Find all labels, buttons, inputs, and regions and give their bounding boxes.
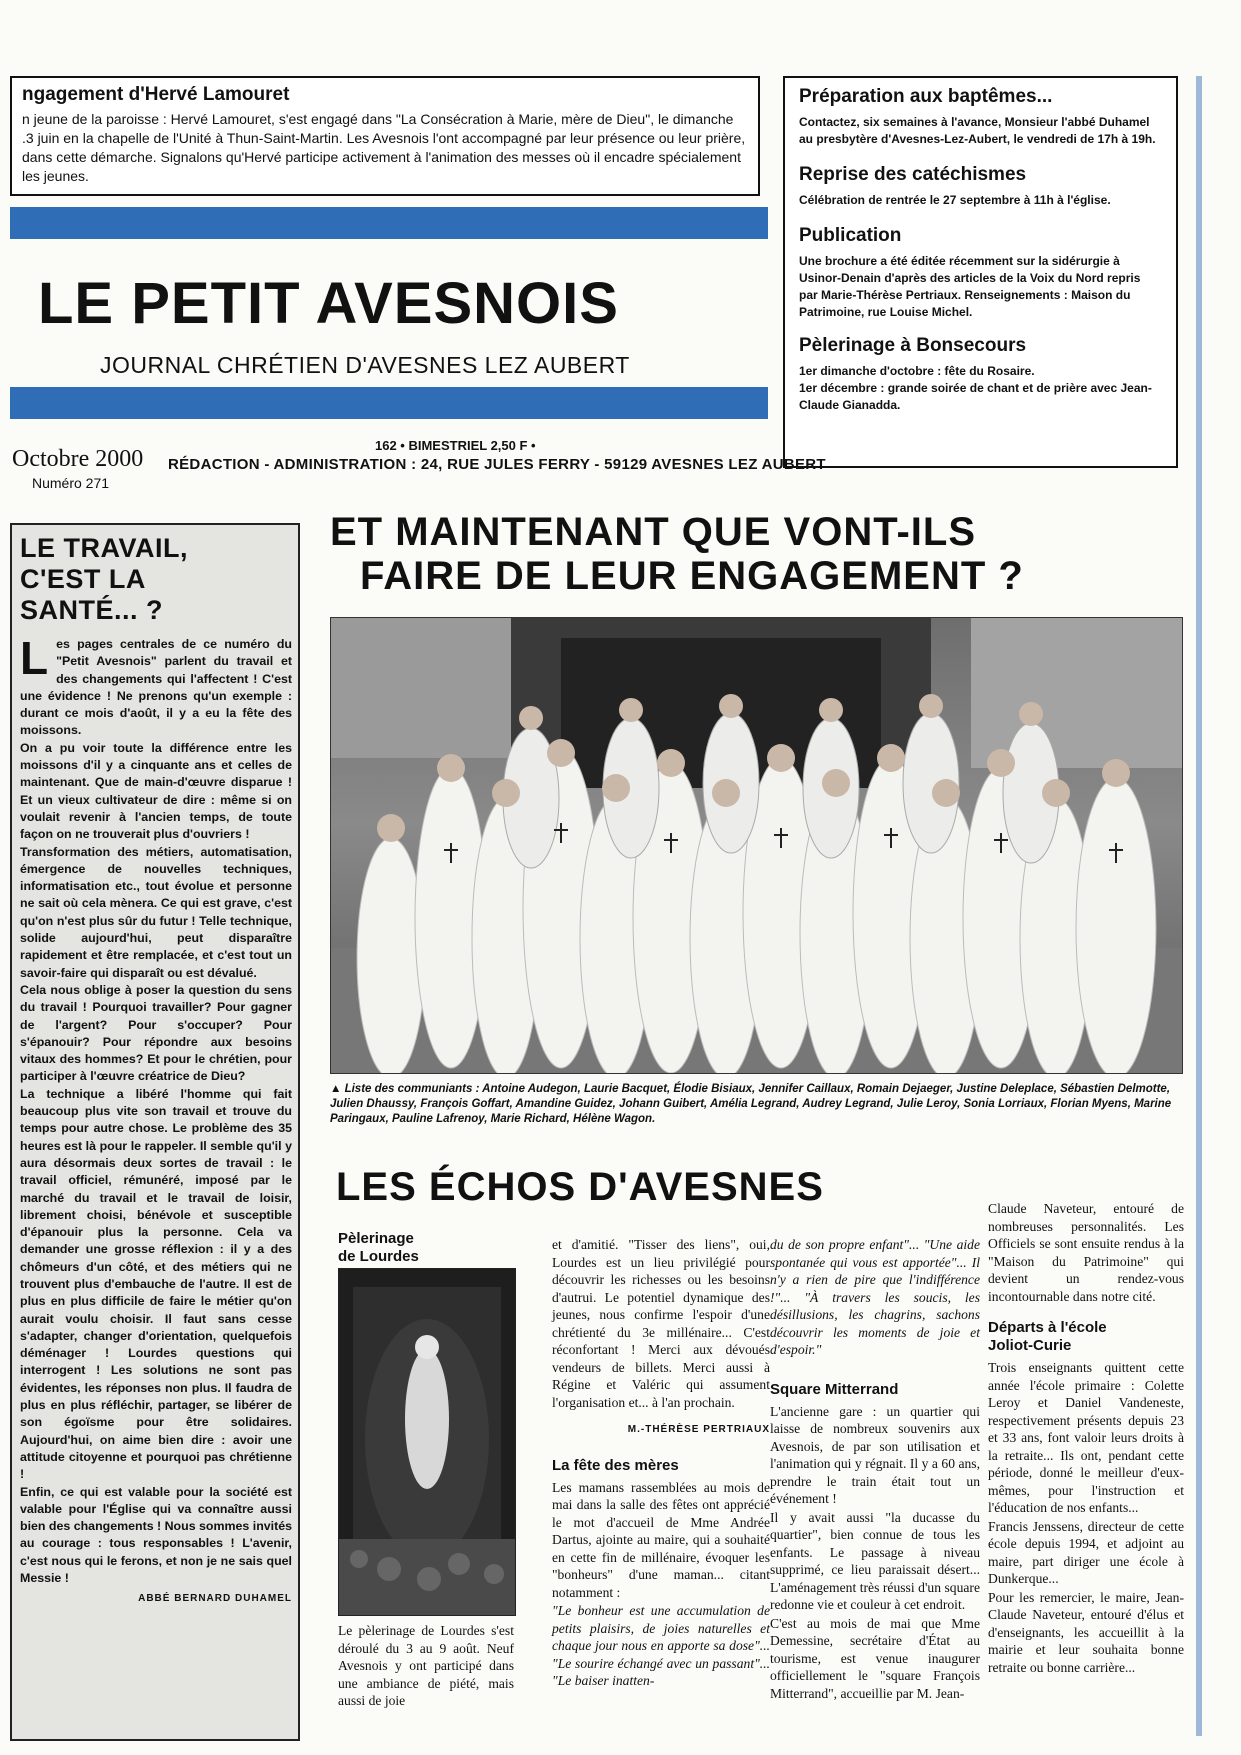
mitterrand-paragraph-1: L'ancienne gare : un quartier qui laisse de nombreux souvenirs aux Avesnois, de par son utilisation et l'animation qui y régnait. Il y a 60 ans, prendre le train était tout un événement ! xyxy=(770,1403,980,1506)
editorial-paragraph-5: La technique a libéré l'homme qui fait beaucoup plus vite son travail et trouve du temps pour autre chose. Le problème des 35 heures est là pour le rappeler. Il semble qu'il y aura désormais deux sortes de travail : le travail officiel, rémunéré, imposé par le marché du travail et le travail de loisir, librement choisi, bénévole et susceptible d'épanouir plus la personne. Cela va demander une grosse réflexion : il y a des chômeurs d'un côté, et des métiers qui ne trouvent plus d'embauche de l'autre. Il est de plus en plus difficile de faire le métier qu'on aurait voulu choisir. Il faut sans cesse s'adapter, changer d'orientation, quelquefois déménager ! Lourdes questions qui interrogent ! Les solutions ne sont pas évidentes, les réponses non plus. Il faudra de plus en plus réfléchir, partager, se libérer de son égoïsme pour être solidaires. Aujourd'hui, on aime bien dire : avoir une attitude citoyenne et pourquoi pas chrétienne ! xyxy=(20,1086,292,1482)
lourdes-title-line2: de Lourdes xyxy=(338,1248,419,1265)
meres-quote-continued: du de son propre enfant"... "Une aide spontanée qui vous est apportée"... Il n'y a rien de pire que l'indifférence !"... "À travers les soucis, les désillusions, les chagrins, sachons découvrir les moments de joie et d'espoir." xyxy=(770,1237,980,1357)
editorial-paragraph-2: On a pu voir toute la différence entre les moissons d'il y a cinquante ans et celles de maintenant. Que de main-d'œuvre disparue ! Et un vieux cultivateur de dire : même si on voulait revenir à l'ancien temps, de toute façon on ne trouverait plus d'ouvriers ! xyxy=(20,740,292,842)
editorial-dropcap: L xyxy=(20,632,49,684)
lourdes-continued-text: et d'amitié. "Tisser des liens", oui, Lourdes est un lieu privilégié pour découvrir les richesses ou les besoins d'autrui. Le potentiel dynamique des jeunes, nous confirme l'espoir d'une chrétienté du 3e millénaire... C'est réconfortant ! Merci aux dévoués vendeurs de billets. Merci aussi à Régine et Valéric qui assument l'organisation et... à l'an prochain. xyxy=(552,1237,770,1410)
editorial-body xyxy=(20,632,292,1587)
meres-text: Les mamans rassemblées au mois de mai dans la salle des fêtes ont apprécié le mot d'accueil de Mme Andrée Dartus, ajointe au maire, qui a souhaité en cette fin de millénaire, évoquer les "bonheurs" d'une maman... citant notamment : xyxy=(552,1479,770,1600)
engagement-box xyxy=(10,76,760,196)
editorial-paragraph-6: Enfin, ce qui est valable pour la société est valable pour l'Église qui va connaître aussi bien des changements ! Nous sommes invités au courage : tous responsables ! L'avenir, c'est nous qui le ferons, et non je ne sais quel Messie ! xyxy=(20,1484,292,1586)
lourdes-title-line1: Pèlerinage xyxy=(338,1230,414,1247)
lourdes-statue-photo xyxy=(338,1268,516,1616)
masthead-title: LE PETIT AVESNOIS xyxy=(38,271,619,336)
blue-bar-middle xyxy=(10,387,768,419)
departs-paragraph-2: Francis Jenssens, directeur de cette école depuis 1994, et adjoint au maire, part diriger une école à Dunkerque... xyxy=(988,1518,1184,1586)
photo-caption: ▲ Liste des communiants : Antoine Audegon, Laurie Bacquet, Élodie Bisiaux, Jennifer Caillaux, Romain Dejaeger, Justine Deleplace, Sébastien Delmotte, Julien Dhaussy, François Goffart, Amandine Guidez, Johann Guibert, Amélia Legrand, Audrey Legrand, Julie Leroy, Sonia Lorriaux, Florian Myens, Marine Paringaux, Pauline Lafrenoy, Marie Richard, Hélène Wagon. xyxy=(330,1083,1172,1125)
departs-title-line2: Joliot-Curie xyxy=(988,1337,1072,1354)
blue-bar-right-edge xyxy=(1196,76,1202,1736)
departs-title-line1: Départs à l'école xyxy=(988,1319,1107,1336)
main-headline-line2: FAIRE DE LEUR ENGAGEMENT ? xyxy=(360,554,1024,598)
baptemes-text: Contactez, six semaines à l'avance, Monsieur l'abbé Duhamel au presbytère d'Avesnes-Lez-Aubert, le vendredi de 17h à 19h. xyxy=(799,115,1156,146)
main-headline xyxy=(330,510,1210,598)
issue-date: Octobre 2000 xyxy=(12,446,144,472)
echos-column-4 xyxy=(988,1200,1184,1677)
editorial-paragraph-4: Cela nous oblige à poser la question du sens du travail ! Pourquoi travailler? Pour gagner de l'argent? Pour s'occuper? Pour s'épanouir? Pour répondre aux besoins vitaux des hommes? Et pour le chrétien, pour participer à l'œuvre créatrice de Dieu? xyxy=(20,982,292,1084)
blue-bar-top xyxy=(10,207,768,239)
mitterrand-title: Square Mitterrand xyxy=(770,1380,899,1398)
engagement-title: ngagement d'Hervé Lamouret xyxy=(22,84,290,105)
masthead-subtitle: JOURNAL CHRÉTIEN D'AVESNES LEZ AUBERT xyxy=(100,352,630,378)
editorial-heading-line3: SANTÉ... ? xyxy=(20,595,164,625)
catechismes-text: Célébration de rentrée le 27 septembre à 11h à l'église. xyxy=(799,193,1111,207)
address-line: RÉDACTION - ADMINISTRATION : 24, RUE JULES FERRY - 59129 AVESNES LEZ AUBERT xyxy=(168,456,826,473)
publication-title: Publication xyxy=(799,225,902,246)
mitterrand-paragraph-2: Il y avait aussi "la ducasse du quartier", bien connue de tous les enfants. Le passage à niveau supprimé, ce lieu paraissait désert... L'aménagement très réussi d'un square redonne vie et couleur à cet endroit. xyxy=(770,1509,980,1612)
engagement-text: n jeune de la paroisse : Hervé Lamouret, s'est engagé dans "La Consécration à Marie, mère de Dieu", le dimanche .3 juin en la chapelle de l'Unité à Thun-Saint-Martin. Les Avesnois l'ont accompagné par leur présence ou leur prière, dans cette démarche. Signalons qu'Hervé participe activement à l'animation des messes où il encadre spécialement les jeunes. xyxy=(22,111,746,184)
echos-column-3 xyxy=(770,1236,980,1703)
editorial-heading-line1: LE TRAVAIL, xyxy=(20,533,188,563)
editorial-paragraph-3: Transformation des métiers, automatisation, émergence de nouvelles techniques, informatisation etc., tout évolue et personne ne sait où cela mènera. Ce qui est grave, c'est qu'on n'est plus sûr du futur ! Telle technique, solide aujourd'hui, peut disparaître rapidement et être remplacée, et c'est tout un savoir-faire qui disparaît ou est dévalué. xyxy=(20,844,292,980)
catechismes-title: Reprise des catéchismes xyxy=(799,164,1027,185)
editorial-column xyxy=(10,523,300,1741)
meres-quote: "Le bonheur est une accumulation de petits plaisirs, de joies naturelles et chaque jour nous en apporte sa dose"... "Le sourire échangé avec un passant"... "Le baiser inatten- xyxy=(552,1603,770,1688)
lourdes-column xyxy=(338,1230,514,1266)
mitterrand-paragraph-3: C'est au mois de mai que Mme Demessine, secrétaire d'État au tourisme, est venue inaugurer officiellement le "square François Mitterrand", accueillie par M. Jean- xyxy=(770,1615,980,1701)
editorial-signature: ABBÉ BERNARD DUHAMEL xyxy=(138,1593,292,1605)
pelerinage-line1: 1er dimanche d'octobre : fête du Rosaire. xyxy=(799,364,1035,378)
communion-group-photo xyxy=(330,617,1183,1074)
echos-column-2 xyxy=(552,1236,770,1691)
main-headline-line1: ET MAINTENANT QUE VONT-ILS xyxy=(330,510,976,554)
editorial-heading-line2: C'EST LA xyxy=(20,564,146,594)
lourdes-caption-text: Le pèlerinage de Lourdes s'est déroulé du 3 au 9 août. Neuf Avesnois y ont participé dans une ambiance de piété, mais aussi de joie xyxy=(338,1623,514,1708)
echos-heading: LES ÉCHOS D'AVESNES xyxy=(336,1165,824,1209)
editorial-paragraph-1: es pages centrales de ce numéro du "Petit Avesnois" parlent du travail et des changements qui l'affectent ! C'est une évidence ! Ne prenons qu'un exemple : durant ce mois d'août, il y a eu la fête des moissons. xyxy=(20,637,292,738)
meres-title: La fête des mères xyxy=(552,1456,679,1474)
baptemes-title: Préparation aux baptêmes... xyxy=(799,86,1053,107)
departs-paragraph-3: Pour les remercier, le maire, Jean-Claude Naveteur, entouré d'élus et d'enseignants, les accueillit à la mairie et leur souhaita bonne retraite ou bonne carrière... xyxy=(988,1589,1184,1675)
pertriaux-signature: M.-THÉRÈSE PERTRIAUX xyxy=(627,1424,770,1435)
pelerinage-line2: 1er décembre : grande soirée de chant et de prière avec Jean-Claude Gianadda. xyxy=(799,381,1152,412)
naveteur-paragraph: Claude Naveteur, entouré de nombreuses personnalités. Les Officiels se sont ensuite rendus à la "Maison du Patrimoine" qui devient un rendez-vous incontournable dans notre cité. xyxy=(988,1201,1184,1304)
departs-paragraph-1: Trois enseignants quittent cette année l'école primaire : Colette Leroy et Daniel Vandeneste, respectivement présents depuis 23 et 33 ans, font valoir leurs droits à la retraite... Ils ont, pendant cette période, donné le meilleur d'eux-mêmes, pour l'instruction et l'éducation de nos enfants... xyxy=(988,1360,1184,1515)
publication-text: Une brochure a été éditée récemment sur la sidérurgie à Usinor-Denain d'après des articles de la Voix du Nord repris par Marie-Thérèse Pertriaux. Renseignements : Maison du Patrimoine, rue Louise Michel. xyxy=(799,254,1141,319)
editorial-heading xyxy=(20,533,292,626)
issue-number: Numéro 271 xyxy=(32,475,110,491)
lourdes-caption xyxy=(338,1622,514,1711)
price-line: 162 • BIMESTRIEL 2,50 F • xyxy=(375,438,536,453)
pelerinage-title: Pèlerinage à Bonsecours xyxy=(799,335,1027,356)
info-box xyxy=(783,76,1178,468)
